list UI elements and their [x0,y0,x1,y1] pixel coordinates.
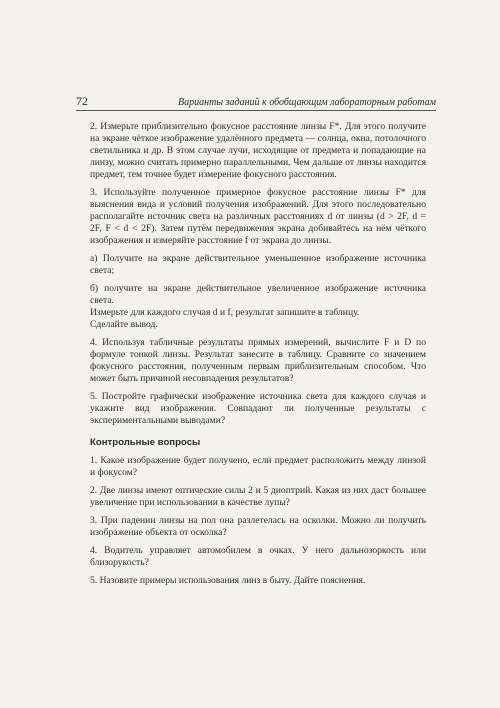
task-item-b: б) получите на экране действительное увеличенное изображение источника света. [90,283,426,306]
question-5: 5. Назовите примеры использования линз в быту. Дайте пояснения. [90,575,366,586]
running-title: Варианты заданий к обобщающим лабораторным работам [178,97,436,108]
question-3: 3. При падении линзы на пол она разлетелась на осколки. Можно ли получить изображение объекта от осколка? [90,515,426,538]
task-step-2: 2. Измерьте приблизительно фокусное расстояние линзы F*. Для этого получите на экране чёткое изображение удалённого предмета — солнца, окна, потолочного светильника и др. В этом случае лучи, исходящие от предмета и попадающие на линзу, можно считать примерно параллельными. Чем дальше от линзы находится предмет, тем точнее будет измерение фокусного расстояния. [90,121,426,180]
question-2: 2. Две линзы имеют оптические силы 2 и 5 диоптрий. Какая из них даст большее увеличение при использовании в качестве лупы? [90,485,426,508]
page-number: 72 [76,94,88,108]
task-item-a: а) Получите на экране действительное уменьшенное изображение источника света; [90,253,426,276]
task-step-5: 5. Постройте графически изображение источника света для каждого случая и укажите вид изображения. Совпадают ли полученные результаты с экспериментальными выводами? [90,391,426,426]
question-4: 4. Водитель управляет автомобилем в очках. У него дальнозоркость или близорукость? [90,545,426,568]
page-header [76,94,436,109]
header-rule [76,110,436,111]
page-body [90,121,426,593]
task-step-4: 4. Используя табличные результаты прямых измерений, вычислите F и D по формуле тонкой линзы. Результат занесите в таблицу. Сравните со значением фокусного расстояния, полученным первым приблизительным способом. Что может быть причиной несовпадения результатов? [90,337,426,384]
conclusion-instruction: Сделайте вывод. [90,319,158,330]
question-1: 1. Какое изображение будет получено, если предмет расположить между линзой и фокусом? [90,455,426,478]
task-step-3: 3. Используйте полученное примерное фокусное расстояние линзы F* для выяснения вида и условий получения изображений. Для этого последовательно располагайте источник света на различных расстояниях d от линзы (d > 2F, d = 2F, F < d < 2F). Затем путём передвижения экрана добивайтесь на нём чёткого изображения и измеряйте расстояние f от экрана до линзы. [90,187,426,246]
section-heading: Контрольные вопросы [90,437,201,448]
measure-instruction: Измерьте для каждого случая d и f, результат запишите в таблицу. [90,307,360,318]
